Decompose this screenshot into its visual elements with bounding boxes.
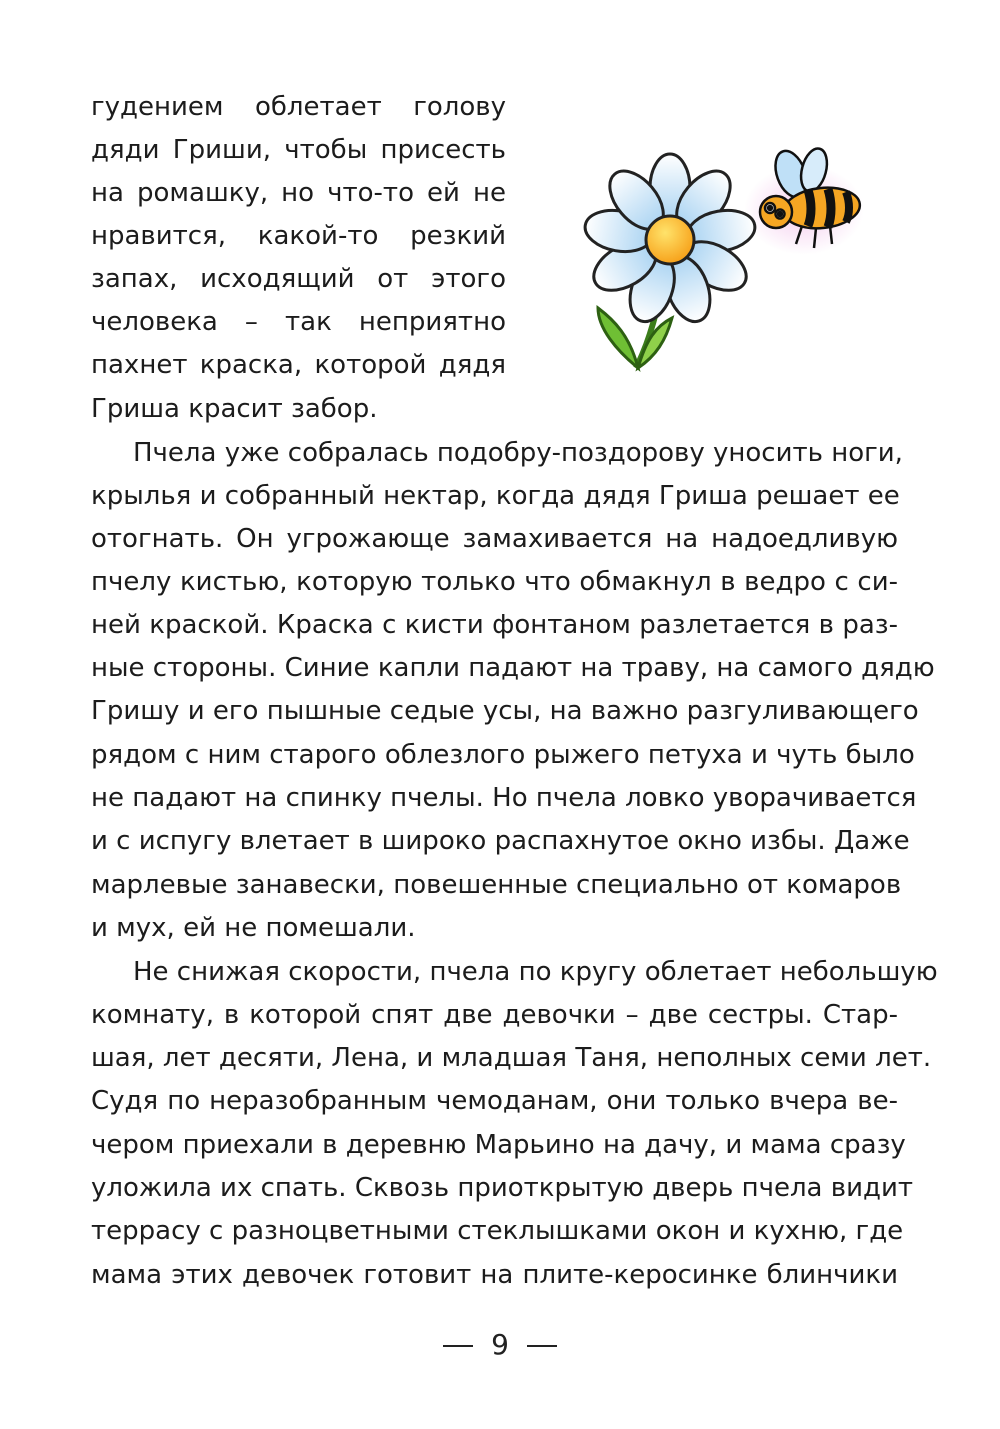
paragraph-first-line: Не снижая скорости, пчела по кругу облетает небольшую <box>133 957 938 987</box>
text-line: рядом с ним старого облезлого рыжего петуха и чуть было <box>91 740 915 770</box>
page-number-dash-left <box>443 1345 473 1347</box>
page-number <box>0 1325 1000 1365</box>
page-number-dash-right <box>527 1345 557 1347</box>
paragraph-first-line: Пчела уже собралась подобру-поздорову уносить ноги, <box>133 438 903 468</box>
text-line: отогнать. Он угрожающе замахивается на надоедливую <box>91 524 898 554</box>
text-line: шая, лет десяти, Лена, и младшая Таня, неполных семи лет. <box>91 1043 932 1073</box>
text-line: гудением облетает голову <box>91 92 506 122</box>
text-line: человека – так неприятно <box>91 307 506 337</box>
text-line: на ромашку, но что-то ей не <box>91 178 506 208</box>
text-line: не падают на спинку пчелы. Но пчела ловко уворачивается <box>91 783 917 813</box>
daisy-center-icon <box>646 216 694 264</box>
text-line: пахнет краска, которой дядя <box>91 350 506 380</box>
text-line: ные стороны. Синие капли падают на траву, на самого дядю <box>91 653 935 683</box>
text-line: крылья и собранный нектар, когда дядя Гриша решает ее <box>91 481 900 511</box>
text-line: террасу с разноцветными стеклышками окон и кухню, где <box>91 1216 904 1246</box>
text-line: Судя по неразобранным чемоданам, они только вчера ве- <box>91 1086 898 1116</box>
page-number-value: 9 <box>491 1328 509 1361</box>
text-line: и с испугу влетает в широко распахнутое окно избы. Даже <box>91 826 910 856</box>
text-line: чером приехали в деревню Марьино на дачу, и мама сразу <box>91 1130 906 1160</box>
text-line: и мух, ей не помешали. <box>91 913 416 943</box>
text-line: пчелу кистью, которую только что обмакнул в ведро с си- <box>91 567 898 597</box>
text-line: Гриша красит забор. <box>91 394 378 424</box>
text-line: мама этих девочек готовит на плите-керосинке блинчики <box>91 1260 898 1290</box>
text-line: марлевые занавески, повешенные специально от комаров <box>91 870 902 900</box>
text-line: комнату, в которой спят две девочки – две сестры. Стар- <box>91 1000 898 1030</box>
text-line: нравится, какой-то резкий <box>91 221 506 251</box>
text-line: уложила их спать. Сквозь приоткрытую дверь пчела видит <box>91 1173 913 1203</box>
text-line: дяди Гриши, чтобы присесть <box>91 135 506 165</box>
text-line: ней краской. Краска с кисти фонтаном разлетается в раз- <box>91 610 898 640</box>
text-line: Гришу и его пышные седые усы, на важно разгуливающего <box>91 696 919 726</box>
daisy-and-bee-illustration <box>576 140 876 380</box>
text-line: запах, исходящий от этого <box>91 264 506 294</box>
